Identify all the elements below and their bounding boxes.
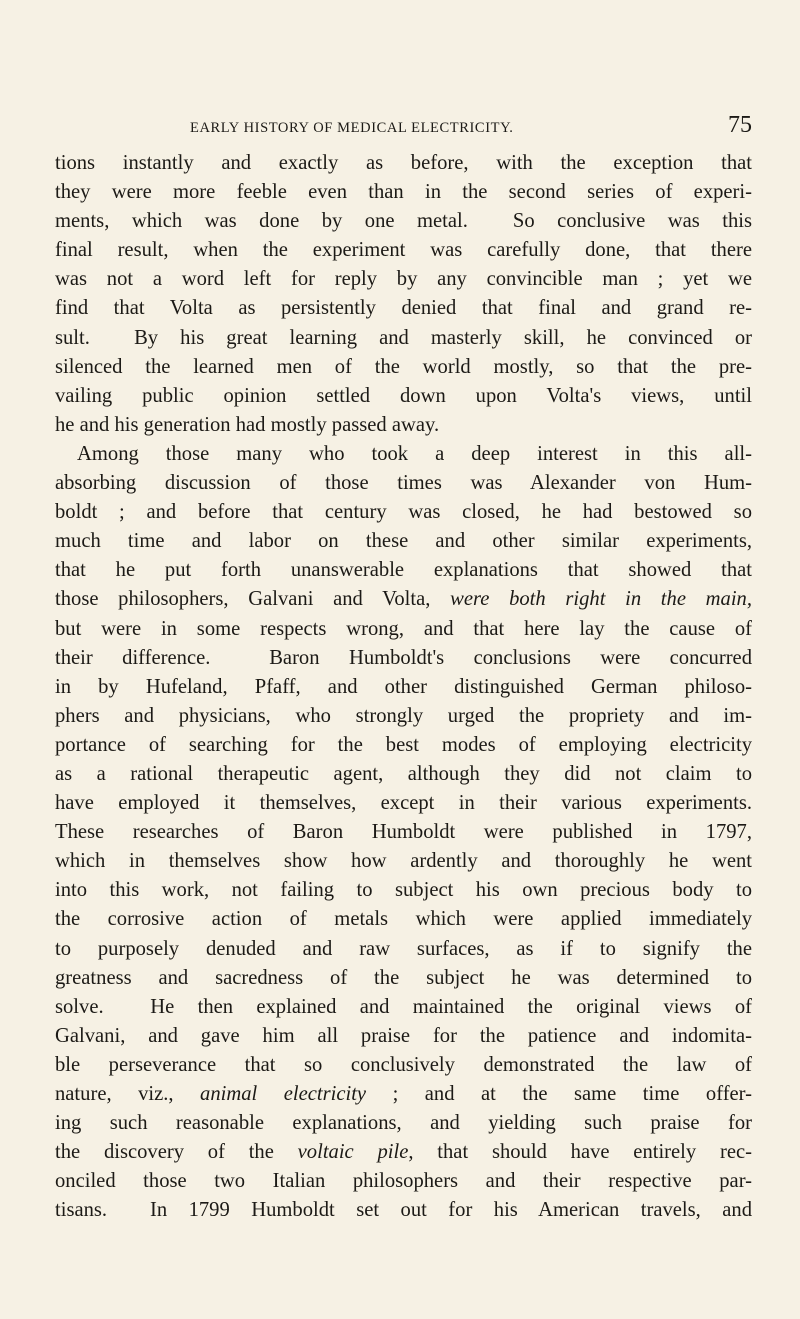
text-line bbox=[55, 411, 752, 440]
text-line bbox=[55, 876, 752, 905]
text-line bbox=[55, 265, 752, 294]
text-line bbox=[55, 585, 752, 614]
text-run: tisans. In 1799 Humboldt set out for his American travels, and bbox=[55, 1199, 752, 1222]
text-line bbox=[55, 324, 752, 353]
text-run: to purposely denuded and raw surfaces, as if to signify the bbox=[55, 937, 752, 960]
text-run: he and his generation had mostly passed away. bbox=[55, 413, 440, 436]
text-line bbox=[55, 760, 752, 789]
text-run: the corrosive action of metals which were applied immediately bbox=[55, 908, 752, 931]
text-run: ble perseverance that so conclusively demonstrated the law of bbox=[55, 1053, 752, 1076]
text-run: nature, viz., bbox=[55, 1083, 201, 1105]
text-run: sult. By his great learning and masterly skill, he convinced or bbox=[55, 326, 752, 349]
text-run: those philosophers, Galvani and Volta, bbox=[55, 588, 451, 611]
running-head bbox=[148, 112, 752, 142]
text-line bbox=[55, 1109, 752, 1138]
text-line bbox=[55, 964, 752, 993]
text-line bbox=[55, 993, 752, 1022]
text-run: in by Hufeland, Pfaff, and other distinguished German philoso- bbox=[55, 675, 752, 698]
text-line bbox=[55, 178, 752, 207]
italic-text: were both right in the main, bbox=[450, 588, 752, 611]
text-run: the discovery of the bbox=[55, 1141, 298, 1164]
text-run: their difference. Baron Humboldt's conclusions were concurred bbox=[55, 646, 752, 669]
text-run: boldt ; and before that century was closed, he had bestowed so bbox=[55, 501, 752, 524]
text-line bbox=[55, 1080, 752, 1109]
text-line bbox=[55, 847, 752, 876]
text-run: was not a word left for reply by any convincible man ; yet we bbox=[55, 268, 752, 291]
text-line bbox=[55, 1051, 752, 1080]
text-run: silenced the learned men of the world mostly, so that the pre- bbox=[55, 355, 752, 378]
text-line bbox=[55, 382, 752, 411]
body-text bbox=[55, 149, 752, 1225]
text-run: much time and labor on these and other similar experiments, bbox=[55, 530, 752, 553]
text-run: greatness and sacredness of the subject he was determined to bbox=[55, 966, 752, 989]
text-run: into this work, not failing to subject his own precious body to bbox=[55, 879, 752, 902]
text-line bbox=[55, 440, 752, 469]
text-line bbox=[55, 615, 752, 644]
text-run: , that should have entirely rec- bbox=[408, 1141, 752, 1164]
text-run: find that Volta as persistently denied that final and grand re- bbox=[55, 297, 752, 320]
text-line bbox=[55, 1138, 752, 1167]
text-run: Among those many who took a deep interest in this all- bbox=[77, 442, 752, 465]
italic-text: animal electricity bbox=[200, 1083, 367, 1105]
text-run: have employed it themselves, except in their various experiments. bbox=[55, 792, 752, 815]
text-run: phers and physicians, who strongly urged the propriety and im- bbox=[55, 704, 752, 727]
text-line bbox=[55, 207, 752, 236]
text-line bbox=[55, 353, 752, 382]
text-line bbox=[55, 1167, 752, 1196]
text-run: which in themselves show how ardently and thoroughly he went bbox=[55, 850, 752, 873]
text-run: vailing public opinion settled down upon Volta's views, until bbox=[55, 384, 752, 407]
text-line bbox=[55, 1022, 752, 1051]
text-line bbox=[55, 818, 752, 847]
text-line bbox=[55, 644, 752, 673]
page-number: 75 bbox=[728, 112, 752, 138]
italic-text: voltaic pile bbox=[297, 1141, 409, 1164]
text-run: onciled those two Italian philosophers and their respective par- bbox=[55, 1170, 752, 1193]
text-line bbox=[55, 556, 752, 585]
text-run: they were more feeble even than in the second series of experi- bbox=[55, 181, 752, 204]
text-line bbox=[55, 702, 752, 731]
text-line bbox=[55, 935, 752, 964]
text-run: ments, which was done by one metal. So conclusive was this bbox=[55, 210, 752, 233]
text-run: that he put forth unanswerable explanations that showed that bbox=[55, 559, 752, 582]
text-run: These researches of Baron Humboldt were published in 1797, bbox=[55, 821, 752, 844]
text-run: ; and at the same time offer- bbox=[366, 1083, 752, 1105]
text-line bbox=[55, 905, 752, 934]
text-line bbox=[55, 498, 752, 527]
text-line bbox=[55, 789, 752, 818]
text-line bbox=[55, 731, 752, 760]
text-run: solve. He then explained and maintained the original views of bbox=[55, 995, 752, 1018]
text-run: ing such reasonable explanations, and yielding such praise for bbox=[55, 1112, 752, 1135]
text-line bbox=[55, 673, 752, 702]
text-run: Galvani, and gave him all praise for the patience and indomita- bbox=[55, 1024, 752, 1047]
text-run: tions instantly and exactly as before, with the exception that bbox=[55, 152, 752, 174]
text-run: final result, when the experiment was carefully done, that there bbox=[55, 239, 752, 262]
text-line bbox=[55, 149, 752, 178]
text-run: portance of searching for the best modes of employing electricity bbox=[55, 733, 752, 756]
text-run: absorbing discussion of those times was Alexander von Hum- bbox=[55, 472, 752, 495]
text-line bbox=[55, 236, 752, 265]
text-run: but were in some respects wrong, and that here lay the cause of bbox=[55, 617, 752, 640]
text-run: as a rational therapeutic agent, although they did not claim to bbox=[55, 762, 752, 785]
text-line bbox=[55, 469, 752, 498]
text-line bbox=[55, 1196, 752, 1225]
text-line bbox=[55, 527, 752, 556]
running-title: EARLY HISTORY OF MEDICAL ELECTRICITY. bbox=[190, 120, 514, 136]
text-line bbox=[55, 294, 752, 323]
